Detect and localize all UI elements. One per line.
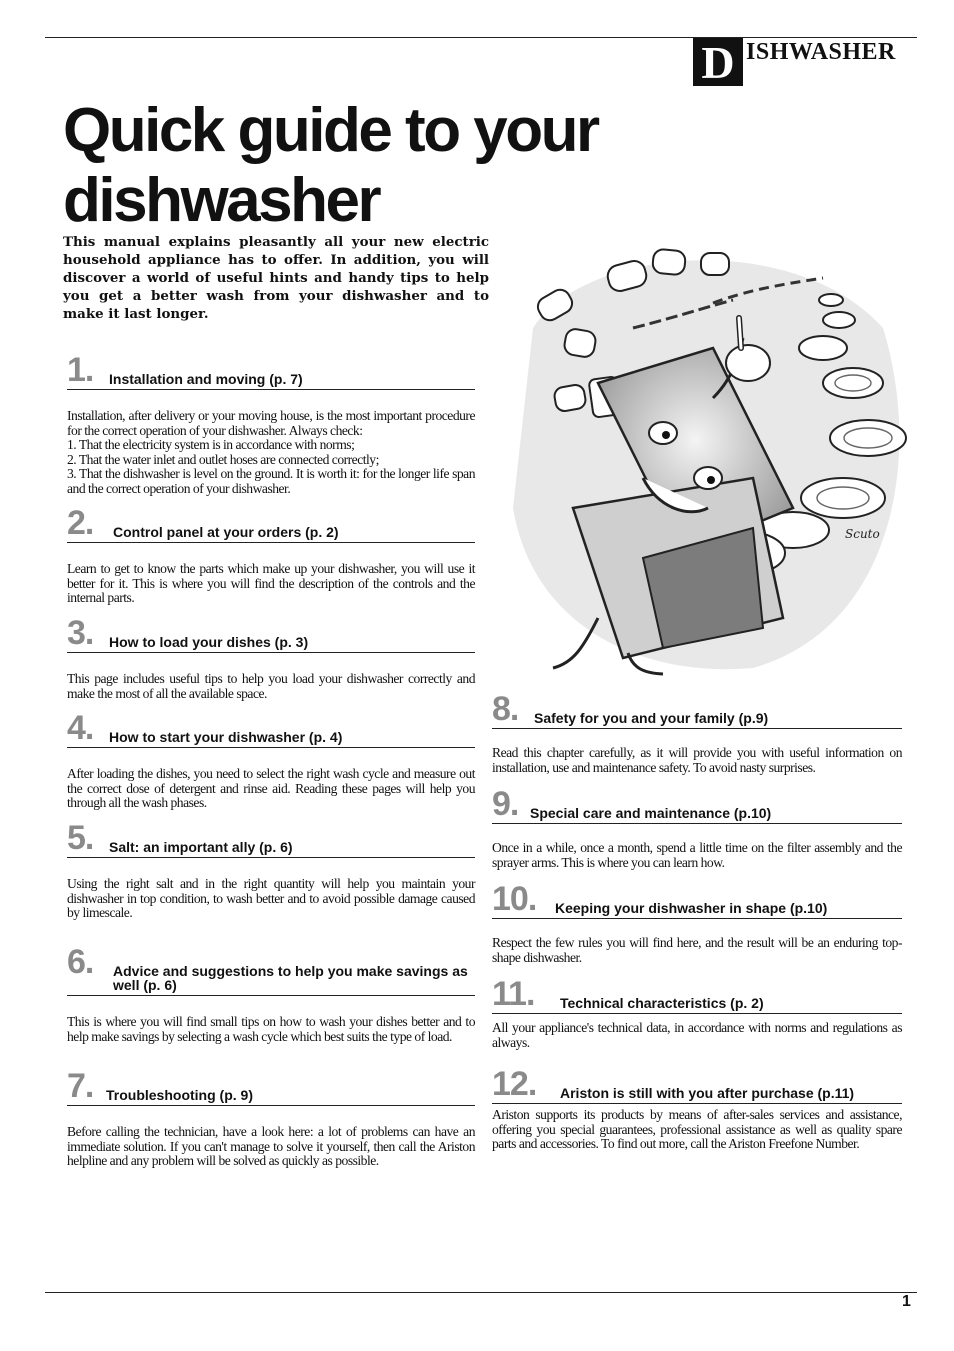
- section-body: All your appliance's technical data, in accordance with norms and regulations as always.: [492, 1020, 902, 1050]
- section-title: Advice and suggestions to help you make savings as well (p. 6): [113, 963, 468, 993]
- section-body: Respect the few rules you will find here, and the result will be an enduring top-shape dishwasher.: [492, 935, 902, 965]
- section-number: 4.: [67, 709, 94, 747]
- brand-word: ISHWASHER: [746, 39, 896, 65]
- title-line-1: Quick guide to your: [63, 96, 598, 165]
- illustration-signature: Scuto: [845, 527, 880, 541]
- section-salt: [67, 821, 475, 921]
- section-body: Using the right salt and in the right quantity will help you maintain your dishwasher in top condition, to wash better and to avoid possible damage caused by limescale.: [67, 876, 475, 921]
- section-title: How to start your dishwasher (p. 4): [109, 729, 343, 745]
- section-number: 8.: [492, 690, 519, 728]
- section-keep-in-shape: [492, 882, 902, 965]
- section-number: 9.: [492, 785, 519, 823]
- section-body: Read this chapter carefully, as it will provide you with useful information on installation, use and maintenance safety. To avoid nasty surprises.: [492, 745, 902, 775]
- section-body: This page includes useful tips to help you load your dishwasher correctly and make the most of all the available space.: [67, 671, 475, 701]
- section-control-panel: [67, 506, 475, 606]
- section-troubleshooting: [67, 1069, 475, 1169]
- section-body: Before calling the technician, have a look here: a lot of problems can have an immediate solution. If you can't manage to solve it yourself, then call the Ariston helpline and any problem will be solved as quickly as possible.: [67, 1124, 475, 1169]
- section-title: Ariston is still with you after purchase (p.11): [560, 1085, 855, 1101]
- section-title: Salt: an important ally (p. 6): [109, 839, 293, 855]
- section-number: 10.: [492, 880, 537, 918]
- section-body: Installation, after delivery or your moving house, is the most important procedure for the correct operation of your dishwasher. Always check: 1. That the electricity system is in accordance with norms; 2. That the water inlet and outlet hoses are connected correctly; 3. That the dishwasher is level on the ground. It is worth it: for the longer life span and the correct operation of your dishwasher.: [67, 408, 475, 496]
- section-title: Technical characteristics (p. 2): [560, 995, 764, 1011]
- section-body: Once in a while, once a month, spend a little time on the filter assembly and the sprayer arms. This is where you can learn how.: [492, 840, 902, 870]
- section-body: After loading the dishes, you need to select the right wash cycle and measure out the correct dose of detergent and rinse aid. Reading these pages will help you through all the wash phases.: [67, 766, 475, 811]
- section-number: 2.: [67, 504, 94, 542]
- section-title: Troubleshooting (p. 9): [106, 1087, 253, 1103]
- section-maintenance: [492, 787, 902, 870]
- section-title: Safety for you and your family (p.9): [534, 710, 769, 726]
- section-start-dishwasher: [67, 711, 475, 811]
- section-number: 3.: [67, 614, 94, 652]
- section-number: 1.: [67, 351, 94, 389]
- section-number: 6.: [67, 943, 94, 981]
- section-number: 7.: [67, 1067, 94, 1105]
- section-after-purchase: [492, 1067, 902, 1152]
- page-number: 1: [902, 1293, 911, 1310]
- section-number: 12.: [492, 1065, 537, 1103]
- intro-paragraph: This manual explains pleasantly all your new electric household appliance has to offer. In addition, you will discover a world of useful hints and handy tips to help you get a better wash from your dishwasher and to make it last longer.: [63, 234, 489, 322]
- section-savings: [67, 945, 475, 1044]
- section-load-dishes: [67, 616, 475, 701]
- section-body: This is where you will find small tips on how to wash your dishes better and to help make savings by selecting a wash cycle which best suits the type of load.: [67, 1014, 475, 1044]
- section-title: Keeping your dishwasher in shape (p.10): [555, 900, 828, 916]
- section-number: 11.: [492, 975, 535, 1013]
- section-title: Control panel at your orders (p. 2): [113, 524, 339, 540]
- brand-initial: D: [693, 38, 743, 86]
- section-technical: [492, 977, 902, 1050]
- section-body: Learn to get to know the parts which make up your dishwasher, you will use it better for it. This is where you will find the description of the controls and the internal parts.: [67, 561, 475, 606]
- title-line-2: dishwasher: [63, 166, 380, 235]
- section-safety: [492, 692, 902, 775]
- dishwasher-cartoon-illustration: [493, 208, 913, 678]
- section-title: Special care and maintenance (p.10): [530, 805, 772, 821]
- section-number: 5.: [67, 819, 94, 857]
- section-installation: [67, 353, 475, 497]
- section-body: Ariston supports its products by means of after-sales services and assistance, offering you special guarantees, professional assistance as well as quality spare parts and accessories. To find out more, call the Ariston Freefone Number.: [492, 1107, 902, 1152]
- section-title: How to load your dishes (p. 3): [109, 634, 309, 650]
- section-title: Installation and moving (p. 7): [109, 371, 303, 387]
- bottom-rule: [45, 1292, 917, 1293]
